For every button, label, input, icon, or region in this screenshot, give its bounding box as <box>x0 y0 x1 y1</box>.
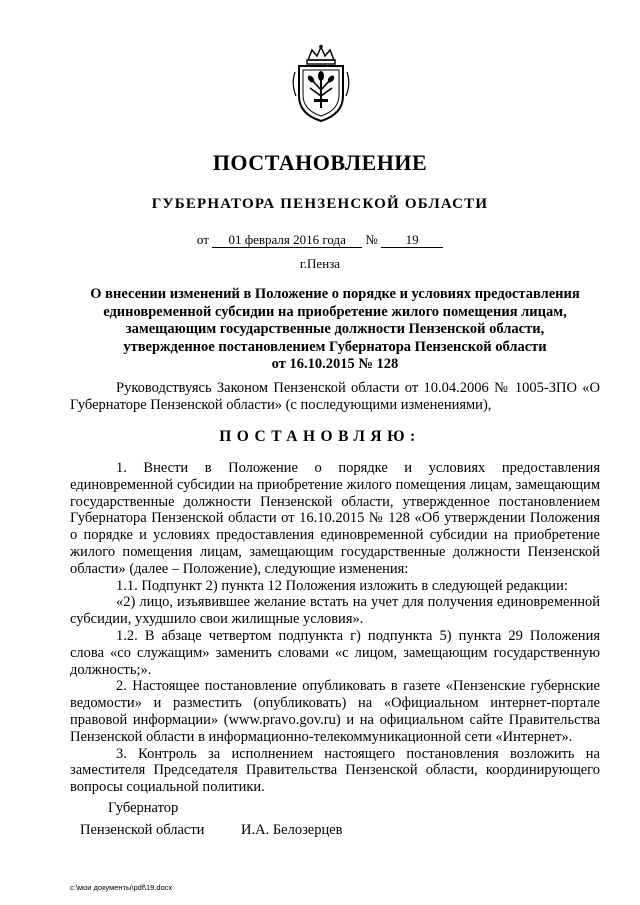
heading-line: О внесении изменений в Положение о порядке и условиях предоставления <box>90 286 580 302</box>
document-subtitle: ГУБЕРНАТОРА ПЕНЗЕНСКОЙ ОБЛАСТИ <box>151 196 489 212</box>
signature-title: Губернатор <box>108 800 179 816</box>
coat-of-arms-emblem <box>290 44 352 124</box>
date-prefix: от <box>196 232 209 247</box>
paragraph-2: 2. Настоящее постановление опубликовать в газете «Пензенские губернские ведомости» и разместить (опубликовать) на «Официальном интернет-портале правовой информации» (www.pravo.gov.ru) и на официальном сайте Правительства Пензенской области в информационно-телекоммуникационной сети «Интернет». <box>70 678 600 745</box>
heading-line: утвержденное постановлением Губернатора Пензенской области <box>123 338 547 355</box>
document-city: г.Пенза <box>299 256 341 271</box>
paragraph-1-1: 1.1. Подпункт 2) пункта 12 Положения изложить в следующей редакции: <box>116 577 568 594</box>
decree-word: ПОСТАНОВЛЯЮ: <box>219 428 421 445</box>
date-line <box>0 232 640 248</box>
document-title: ПОСТАНОВЛЕНИЕ <box>212 150 428 175</box>
basis-paragraph: Руководствуясь Законом Пензенской области от 10.04.2006 № 1005-ЗПО «О Губернаторе Пензенской области» (с последующими изменениями), <box>70 380 600 413</box>
document-date: 01 февраля 2016 года <box>212 232 362 248</box>
paragraph-1-1-text: «2) лицо, изъявившее желание встать на учет для получения единовременной субсидии, ухудшило свои жилищные условия». <box>70 594 600 628</box>
document-number: 19 <box>381 232 443 248</box>
paragraph-1-2: 1.2. В абзаце четвертом подпункта г) подпункта 5) пункта 29 Положения слова «со служащим» заменить словами «с лицом, замещающим государственную должность;». <box>70 627 600 678</box>
signature-region: Пензенской области <box>80 822 205 838</box>
signature-name: И.А. Белозерцев <box>241 822 343 838</box>
decree-items <box>70 460 600 796</box>
file-path-footer: c:\мои документы\pdf\19.docx <box>70 883 173 892</box>
heading-line: от 16.10.2015 № 128 <box>271 356 399 372</box>
basis-section <box>70 380 600 414</box>
document-heading <box>70 286 600 374</box>
heading-line: единовременной субсидии на приобретение жилого помещения лицам, <box>103 303 567 320</box>
heading-line: замещающим государственные должности Пензенской области, <box>125 321 545 337</box>
paragraph-3: 3. Контроль за исполнением настоящего постановления возложить на заместителя Председателя Правительства Пензенской области, координирующего вопросы социальной политики. <box>70 745 600 796</box>
number-prefix: № <box>365 232 378 247</box>
paragraph-1: 1. Внести в Положение о порядке и условиях предоставления единовременной субсидии на приобретение жилого помещения лицам, замещающим государственные должности Пензенской области, утвержденное постановлением Губернатора Пензенской области от 16.10.2015 № 128 «Об утверждении Положения о порядке и условиях предоставления единовременной субсидии на приобретение жилого помещения лицам, замещающим государственные должности Пензенской области» (далее – Положение), следующие изменения: <box>70 460 600 577</box>
